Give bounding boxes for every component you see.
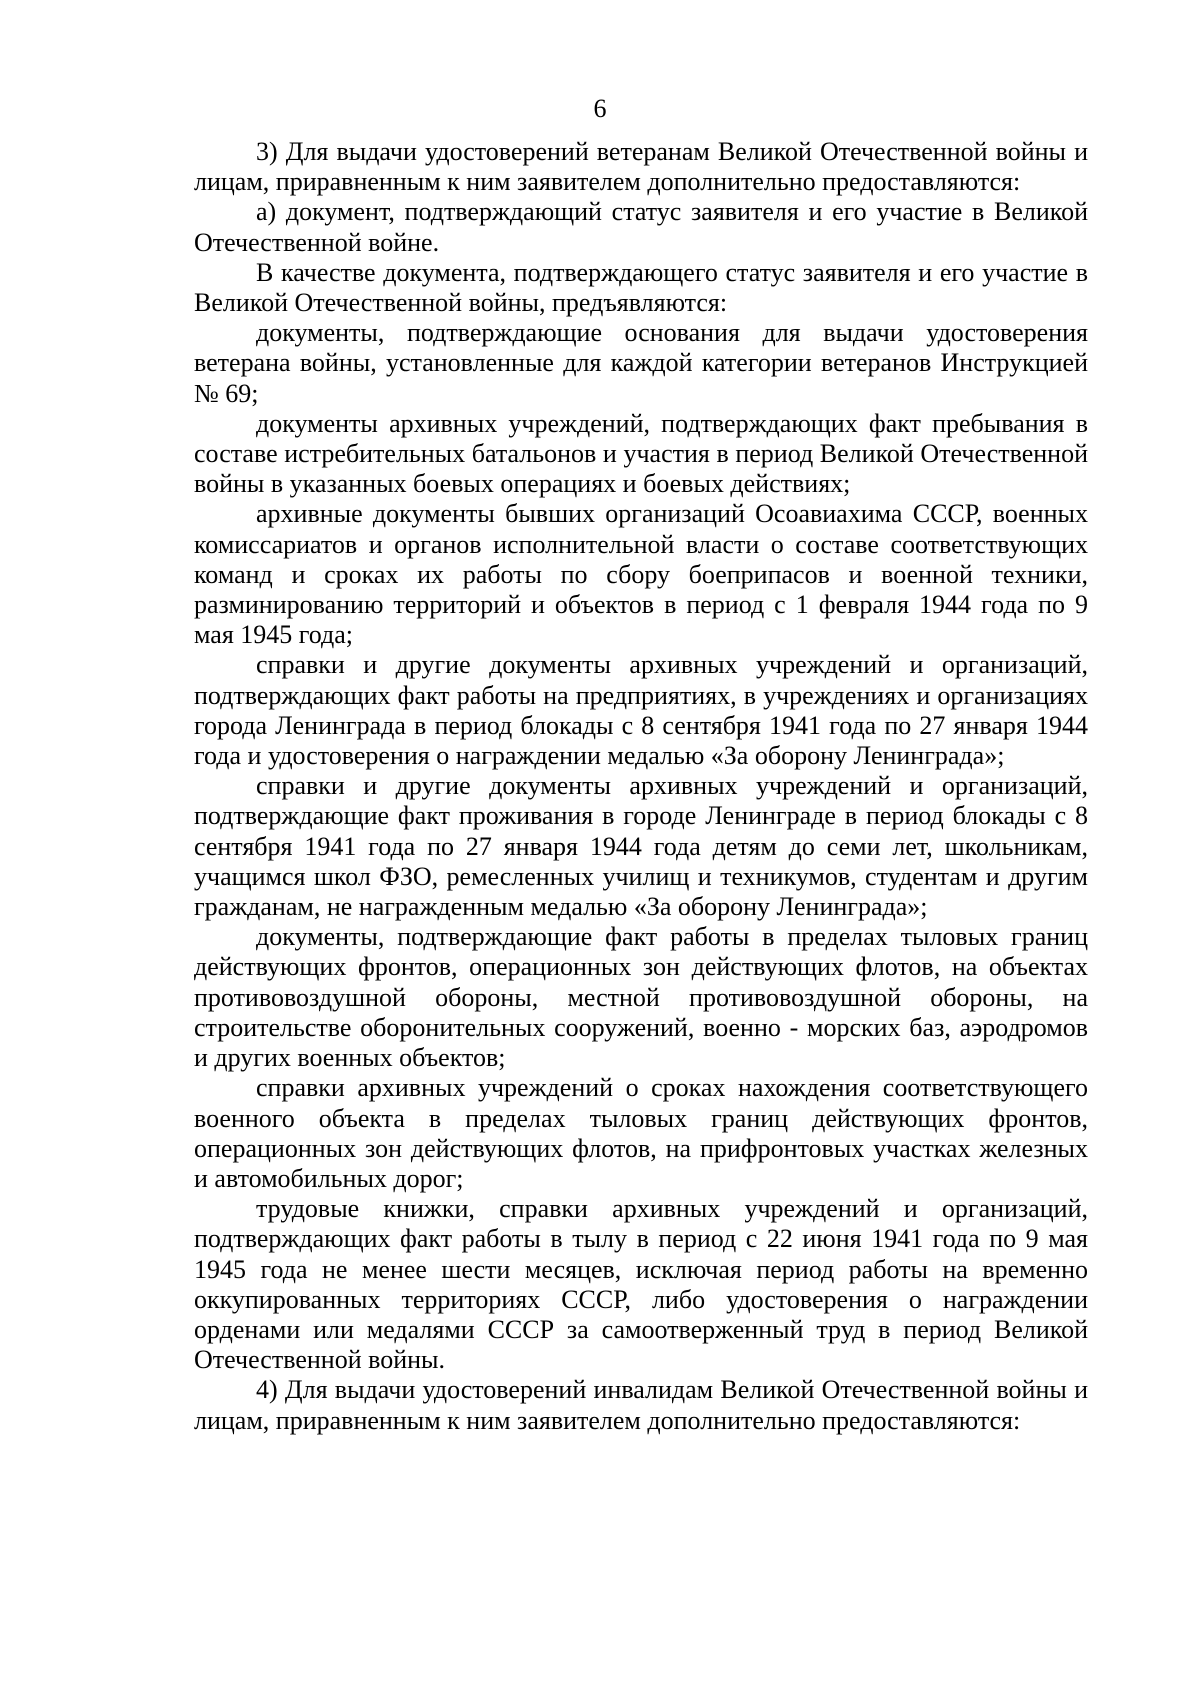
paragraph: справки и другие документы архивных учреждений и организаций, подтверждающие факт проживания в городе Ленинграде в период блокады с 8 сентября 1941 года по 27 января 1944 года детям до семи лет, школьникам, учащимся школ ФЗО, ремесленных училищ и техникумов, студентам и другим гражданам, не награжденным медалью «За оборону Ленинграда»; [194,771,1088,922]
page-number: 6 [593,94,607,123]
paragraph: трудовые книжки, справки архивных учреждений и организаций, подтверждающих факт работы в тылу в период с 22 июня 1941 года по 9 мая 1945 года не менее шести месяцев, исключая период работы на временно оккупированных территориях СССР, либо удостоверения о награждении орденами или медалями СССР за самоотверженный труд в период Великой Отечественной войны. [194,1194,1088,1375]
paragraph: 3) Для выдачи удостоверений ветеранам Великой Отечественной войны и лицам, приравненным к ним заявителем дополнительно предоставляются: [194,137,1088,197]
paragraph: документы, подтверждающие основания для выдачи удостоверения ветерана войны, установленные для каждой категории ветеранов Инструкцией № 69; [194,318,1088,408]
document-body [194,137,1088,1436]
paragraph: архивные документы бывших организаций Осоавиахима СССР, военных комиссариатов и органов исполнительной власти о составе соответствующих команд и сроках их работы по сбору боеприпасов и военной техники, разминированию территорий и объектов в период с 1 февраля 1944 года по 9 мая 1945 года; [194,499,1088,650]
paragraph: документы, подтверждающие факт работы в пределах тыловых границ действующих фронтов, операционных зон действующих флотов, на объектах противовоздушной обороны, местной противовоздушной обороны, на строительстве оборонительных сооружений, военно - морских баз, аэродромов и других военных объектов; [194,922,1088,1073]
paragraph: справки архивных учреждений о сроках нахождения соответствующего военного объекта в пределах тыловых границ действующих фронтов, операционных зон действующих флотов, на прифронтовых участках железных и автомобильных дорог; [194,1073,1088,1193]
paragraph: документы архивных учреждений, подтверждающих факт пребывания в составе истребительных батальонов и участия в период Великой Отечественной войны в указанных боевых операциях и боевых действиях; [194,408,1088,499]
paragraph: В качестве документа, подтверждающего статус заявителя и его участие в Великой Отечественной войны, предъявляются: [194,257,1088,318]
paragraph: 4) Для выдачи удостоверений инвалидам Великой Отечественной войны и лицам, приравненным к ним заявителем дополнительно предоставляются: [194,1375,1088,1435]
paragraph: справки и другие документы архивных учреждений и организаций, подтверждающих факт работы на предприятиях, в учреждениях и организациях города Ленинграда в период блокады с 8 сентября 1941 года по 27 января 1944 года и удостоверения о награждении медалью «За оборону Ленинграда»; [194,650,1088,771]
paragraph: а) документ, подтверждающий статус заявителя и его участие в Великой Отечественной войне. [194,197,1088,257]
